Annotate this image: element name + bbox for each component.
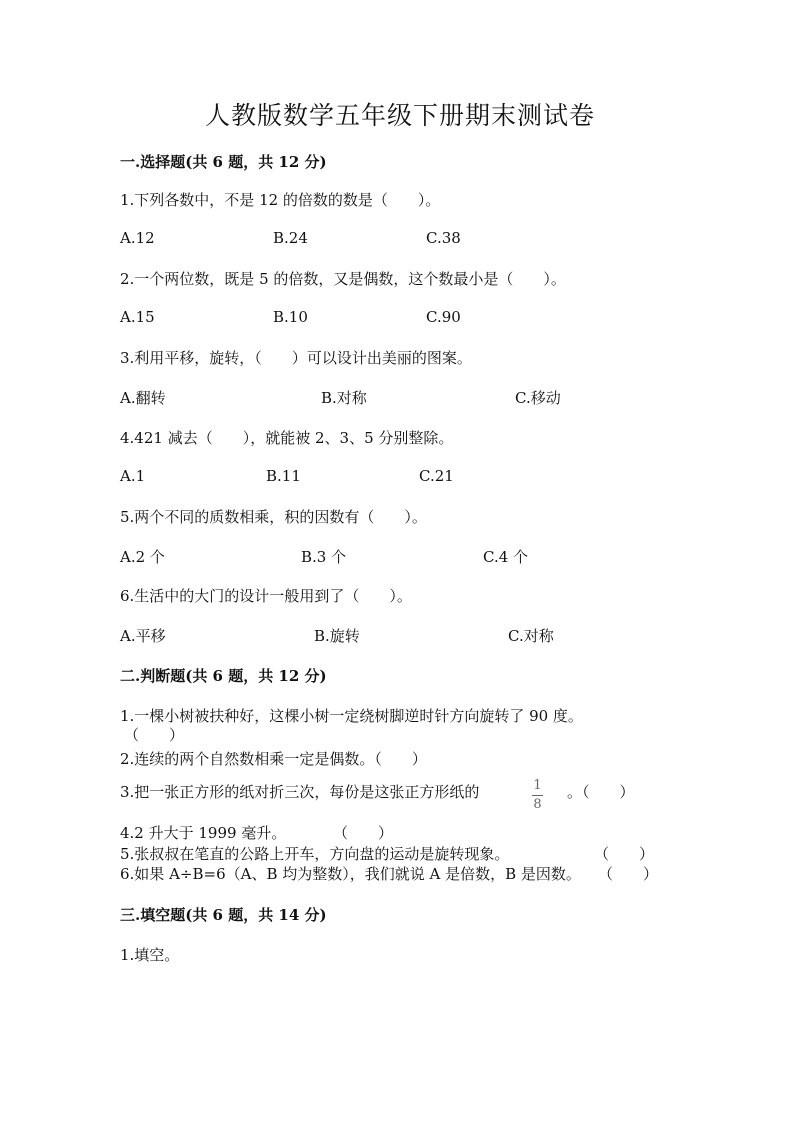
page-title: 人教版数学五年级下册期末测试卷 — [204, 101, 595, 130]
section-heading-judgment: 二.判断题(共 6 题，共 12 分) — [120, 667, 327, 685]
option-b: B.旋转 — [314, 627, 360, 645]
option-a: A.15 — [120, 308, 155, 326]
judgment-item-4: 4.2 升大于 1999 毫升。 — [120, 824, 287, 842]
option-c: C.90 — [426, 308, 461, 326]
question-3: 3.利用平移，旋转，（ ）可以设计出美丽的图案。 — [120, 349, 472, 367]
judgment-item-1: 1.一棵小树被扶种好，这棵小树一定绕树脚逆时针方向旋转了 90 度。 — [120, 707, 583, 725]
judgment-item-5: 5.张叔叔在笔直的公路上开车，方向盘的运动是旋转现象。 — [120, 845, 510, 863]
question-1: 1.下列各数中，不是 12 的倍数的数是（ ）。 — [120, 191, 441, 209]
answer-paren: （ ） — [124, 726, 185, 744]
section-heading-choice: 一.选择题(共 6 题，共 12 分) — [120, 153, 327, 171]
option-c: C.移动 — [515, 389, 561, 407]
judgment-item-2: 2.连续的两个自然数相乘一定是偶数。（ ） — [120, 750, 427, 768]
option-a: A.翻转 — [120, 389, 166, 407]
option-c: C.4 个 — [483, 548, 529, 566]
question-4: 4.421 减去（ ），就能被 2、3、5 分别整除。 — [120, 429, 454, 447]
option-b: B.对称 — [321, 389, 367, 407]
option-b: B.24 — [273, 229, 308, 247]
judgment-item-3: 3.把一张正方形的纸对折三次，每份是这张正方形纸的 — [120, 783, 480, 801]
option-c: C.21 — [419, 467, 454, 485]
fraction-numerator: 1 — [533, 778, 542, 793]
section-heading-fill: 三.填空题(共 6 题，共 14 分) — [120, 906, 327, 924]
option-a: A.平移 — [120, 627, 166, 645]
option-c: C.对称 — [508, 627, 554, 645]
option-b: B.3 个 — [301, 548, 347, 566]
option-b: B.10 — [273, 308, 308, 326]
fraction-bar — [532, 795, 543, 796]
option-b: B.11 — [266, 467, 301, 485]
fraction-one-eighth — [532, 774, 543, 811]
option-a: A.1 — [120, 467, 146, 485]
judgment-item-6: 6.如果 A÷B=6（A、B 均为整数），我们就说 A 是倍数，B 是因数。 — [120, 865, 581, 883]
question-2: 2.一个两位数，既是 5 的倍数，又是偶数，这个数最小是（ ）。 — [120, 270, 566, 288]
answer-paren: （ ） — [594, 845, 655, 863]
option-a: A.12 — [120, 229, 155, 247]
fraction-denominator: 8 — [533, 797, 542, 812]
answer-paren: （ ） — [598, 865, 659, 883]
question-5: 5.两个不同的质数相乘，积的因数有（ ）。 — [120, 508, 427, 526]
option-c: C.38 — [426, 229, 461, 247]
question-6: 6.生活中的大门的设计一般用到了（ ）。 — [120, 587, 412, 605]
answer-paren: （ ） — [333, 824, 394, 842]
fill-question-1: 1.填空。 — [120, 946, 180, 964]
judgment-item-3-suffix: 。（ ） — [567, 783, 635, 801]
option-a: A.2 个 — [120, 548, 165, 566]
